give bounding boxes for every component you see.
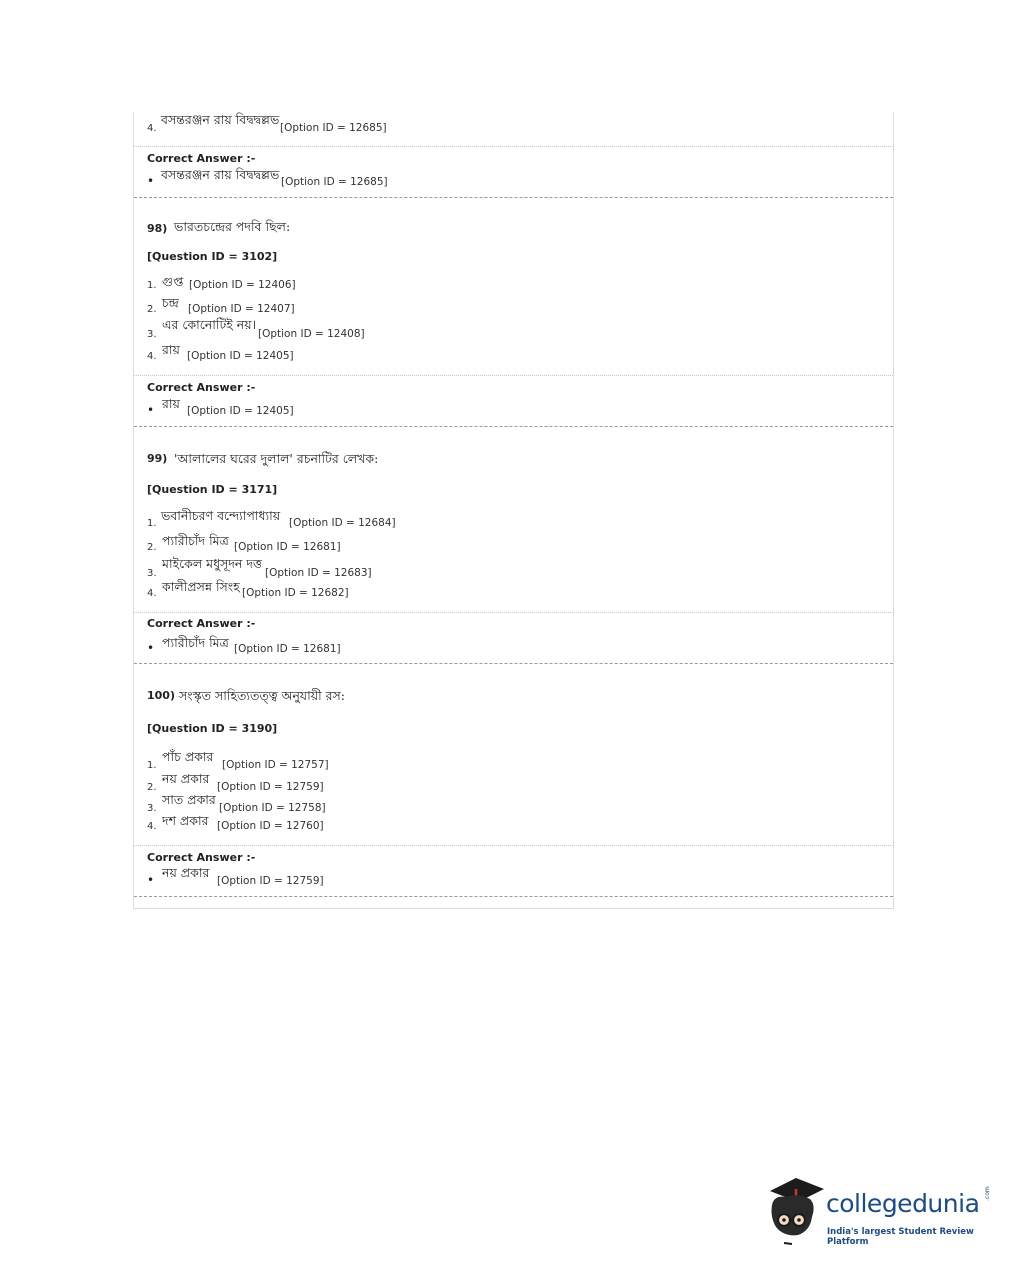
question-text: 'আলালের ঘরের দুলাল' রচনাটির লেখক: <box>174 451 379 466</box>
question-number: 100) <box>147 689 175 702</box>
option-id: [Option ID = 12684] <box>289 517 396 529</box>
graduate-mascot-icon <box>766 1175 826 1247</box>
collegedunia-logo <box>766 1175 996 1250</box>
row-divider <box>134 146 893 147</box>
correct-answer-label: Correct Answer :- <box>147 381 256 394</box>
option-text: প্যারীচাঁদ মিত্র <box>162 533 229 548</box>
option-id: [Option ID = 12407] <box>188 303 295 315</box>
question-text: সংস্কৃত সাহিত্যতত্ত্ব অনুযায়ী রস: <box>179 688 346 703</box>
question-number: 98) <box>147 222 168 235</box>
option-text: কালীপ্রসন্ন সিংহ <box>162 579 240 594</box>
answer-text: রায় <box>162 396 180 411</box>
answer-text: নয় প্রকার <box>162 865 210 880</box>
question-separator <box>134 197 893 198</box>
option-number: 2. <box>147 782 157 793</box>
option-number: 3. <box>147 329 157 340</box>
option-id: [Option ID = 12760] <box>217 820 324 832</box>
option-number: 2. <box>147 542 157 553</box>
correct-answer-label: Correct Answer :- <box>147 617 256 630</box>
option-number: 3. <box>147 568 157 579</box>
option-text: পাঁচ প্রকার <box>162 749 214 764</box>
option-text: গুপ্ত <box>162 274 184 289</box>
option-id: [Option ID = 12759] <box>217 781 324 793</box>
question-id: [Question ID = 3190] <box>147 722 278 735</box>
correct-answer-label: Correct Answer :- <box>147 851 256 864</box>
option-number: 2. <box>147 304 157 315</box>
option-id: [Option ID = 12758] <box>219 802 326 814</box>
option-number: 4. <box>147 588 157 599</box>
question-id: [Question ID = 3171] <box>147 483 278 496</box>
question-number: 99) <box>147 452 168 465</box>
option-id: [Option ID = 12681] <box>234 541 341 553</box>
option-text: দশ প্রকার <box>162 813 209 828</box>
row-divider <box>134 375 893 376</box>
option-number: 4. <box>147 821 157 832</box>
answer-text: প্যারীচাঁদ মিত্র <box>162 635 229 650</box>
option-id: [Option ID = 12406] <box>189 279 296 291</box>
question-separator <box>134 426 893 427</box>
question-id: [Question ID = 3102] <box>147 250 278 263</box>
option-id: [Option ID = 12408] <box>258 328 365 340</box>
option-text: রায় <box>162 342 180 357</box>
option-number: 1. <box>147 280 157 291</box>
option-text: বসন্তরঞ্জন রায় বিদ্বদ্বল্লভ <box>161 112 280 127</box>
row-divider <box>134 845 893 846</box>
option-number: 1. <box>147 760 157 771</box>
answer-option-id: [Option ID = 12759] <box>217 875 324 887</box>
answer-bullet: • <box>147 174 155 188</box>
option-id: [Option ID = 12405] <box>187 350 294 362</box>
answer-bullet: • <box>147 403 155 417</box>
option-number: 4. <box>147 351 157 362</box>
option-id: [Option ID = 12685] <box>280 122 387 134</box>
option-text: ভবানীচরণ বন্দ্যোপাধ্যায় <box>161 508 281 523</box>
answer-text: বসন্তরঞ্জন রায় বিদ্বদ্বল্লভ <box>161 167 280 182</box>
option-text: চন্দ্র <box>162 295 179 310</box>
option-text: মাইকেল মধুসূদন দত্ত <box>162 556 262 571</box>
question-sheet <box>133 112 894 909</box>
option-number: 4. <box>147 123 157 134</box>
question-text: ভারতচন্দ্রের পদবি ছিল: <box>174 219 291 234</box>
logo-suffix: .com <box>984 1186 991 1201</box>
option-number: 1. <box>147 518 157 529</box>
option-id: [Option ID = 12682] <box>242 587 349 599</box>
option-text: এর কোনোটিই নয়। <box>162 317 257 332</box>
question-separator <box>134 896 893 897</box>
correct-answer-label: Correct Answer :- <box>147 152 256 165</box>
row-divider <box>134 612 893 613</box>
option-number: 3. <box>147 803 157 814</box>
answer-option-id: [Option ID = 12681] <box>234 643 341 655</box>
answer-bullet: • <box>147 873 155 887</box>
option-id: [Option ID = 12683] <box>265 567 372 579</box>
answer-option-id: [Option ID = 12685] <box>281 176 388 188</box>
option-text: নয় প্রকার <box>162 771 210 786</box>
logo-tagline: India's largest Student Review Platform <box>827 1227 974 1247</box>
option-id: [Option ID = 12757] <box>222 759 329 771</box>
question-separator <box>134 663 893 664</box>
option-text: সাত প্রকার <box>162 792 216 807</box>
logo-wordmark: collegedunia <box>826 1189 980 1218</box>
answer-option-id: [Option ID = 12405] <box>187 405 294 417</box>
answer-bullet: • <box>147 641 155 655</box>
